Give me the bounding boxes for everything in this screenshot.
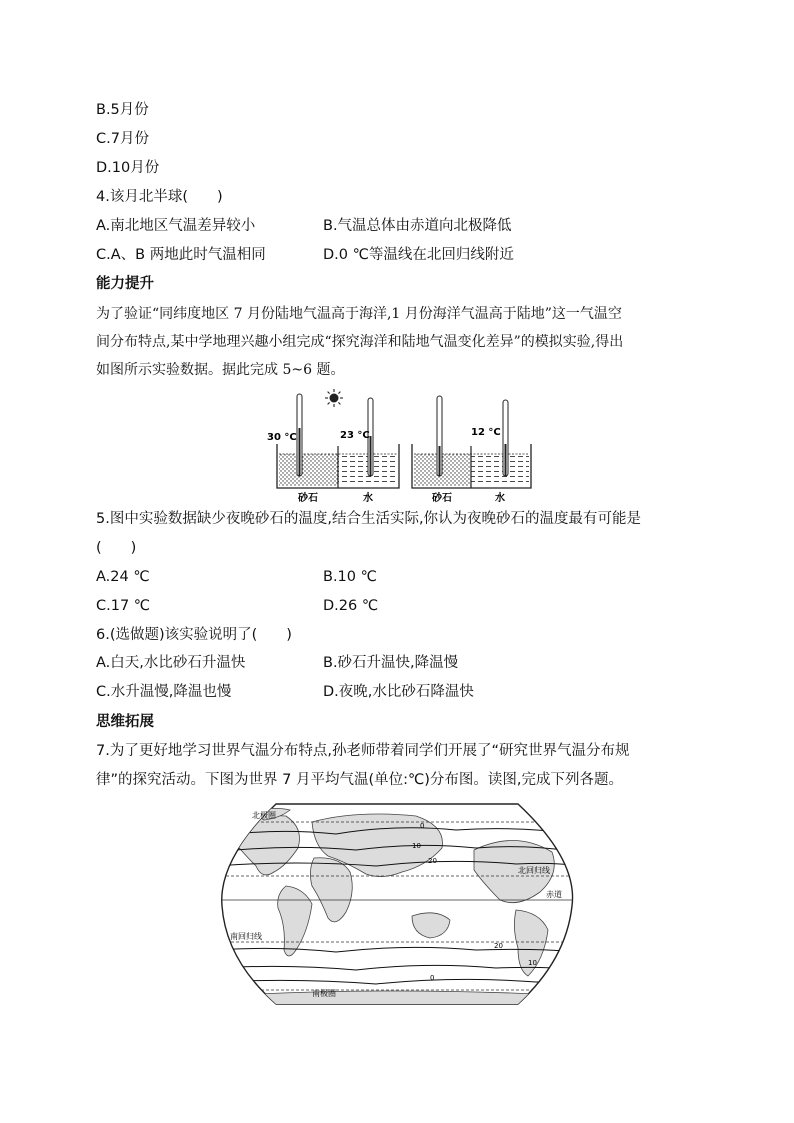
q6-option-c: C.水升温慢,降温也慢: [96, 684, 232, 700]
q3-option-d: D.10月份: [96, 160, 160, 176]
moon-icon: [463, 388, 473, 402]
q5-stem: 5.图中实验数据缺少夜晚砂石的温度,结合生活实际,你认为夜晚砂石的温度最有可能是: [96, 511, 642, 527]
q5-option-b: B.10 ℃: [323, 569, 377, 585]
night-water-fill: [471, 454, 529, 486]
isotherm-label-10-south: 10: [528, 959, 537, 967]
day-sand-fill: [279, 454, 338, 486]
sun-icon: [325, 389, 343, 407]
section-heading-thinking: 思维拓展: [96, 714, 154, 730]
label-tropic-capricorn: 南回归线: [230, 932, 262, 941]
intro-line-2: 间分布特点,某中学地理兴趣小组完成“探究海洋和陆地气温变化差异”的模拟实验,得出: [96, 334, 624, 350]
experiment-figure: [262, 384, 542, 506]
night-tank: [412, 444, 531, 488]
day-water-temp: 23 °C: [340, 430, 370, 441]
day-sand-temp: 30 °C: [267, 432, 297, 443]
night-sand-thermometer: [437, 396, 442, 476]
day-water-label: 水: [363, 493, 373, 504]
day-tank: [277, 444, 399, 488]
intro-line-1: 为了验证“同纬度地区 7 月份陆地气温高于海洋,1 月份海洋气温高于陆地”这一气温空: [96, 306, 622, 322]
day-sand-thermometer: [297, 394, 302, 476]
q5-option-a: A.24 ℃: [96, 569, 150, 585]
night-sand-label: 砂石: [432, 493, 452, 504]
q6-stem: 6.(选做题)该实验说明了( ): [96, 627, 292, 643]
q3-option-c: C.7月份: [96, 131, 149, 147]
q4-option-d: D.0 ℃等温线在北回归线附近: [323, 247, 514, 263]
label-arctic-circle: 北极圈: [252, 811, 276, 820]
q5-blank: ( ): [96, 540, 137, 556]
q5-option-d: D.26 ℃: [323, 598, 379, 614]
q6-option-d: D.夜晚,水比砂石降温快: [323, 684, 474, 700]
isotherm-label-20-south: 20: [494, 942, 503, 950]
q4-stem: 4.该月北半球( ): [96, 189, 223, 205]
isotherm-label-0-south: 0: [430, 974, 435, 982]
label-tropic-cancer: 北回归线: [518, 866, 550, 875]
q6-option-b: B.砂石升温快,降温慢: [323, 655, 459, 671]
intro-line-3: 如图所示实验数据。据此完成 5~6 题。: [96, 362, 345, 378]
q7-line-2: 律”的探究活动。下图为世界 7 月平均气温(单位:℃)分布图。读图,完成下列各题。: [96, 772, 624, 788]
label-equator: 赤道: [546, 890, 562, 899]
isotherm-label-20-north: 20: [428, 857, 437, 865]
night-water-label: 水: [495, 493, 505, 504]
night-water-temp: 12 °C: [471, 427, 501, 438]
q4-option-c: C.A、B 两地此时气温相同: [96, 247, 266, 263]
q5-option-c: C.17 ℃: [96, 598, 151, 614]
day-sand-label: 砂石: [298, 493, 318, 504]
night-water-thermometer: [503, 400, 508, 476]
world-july-isotherm-map: [216, 800, 578, 1008]
label-antarctic-circle: 南极圈: [312, 989, 336, 998]
isotherm-label-10-north: 10: [412, 842, 421, 850]
q4-option-b: B.气温总体由赤道向北极降低: [323, 218, 512, 234]
q6-option-a: A.白天,水比砂石升温快: [96, 655, 246, 671]
q3-option-b: B.5月份: [96, 102, 149, 118]
isotherm-label-0-north: 0: [420, 822, 425, 830]
q4-option-a: A.南北地区气温差异较小: [96, 218, 256, 234]
q7-line-1: 7.为了更好地学习世界气温分布特点,孙老师带着同学们开展了“研究世界气温分布规: [96, 743, 630, 759]
section-heading-ability: 能力提升: [96, 276, 154, 292]
